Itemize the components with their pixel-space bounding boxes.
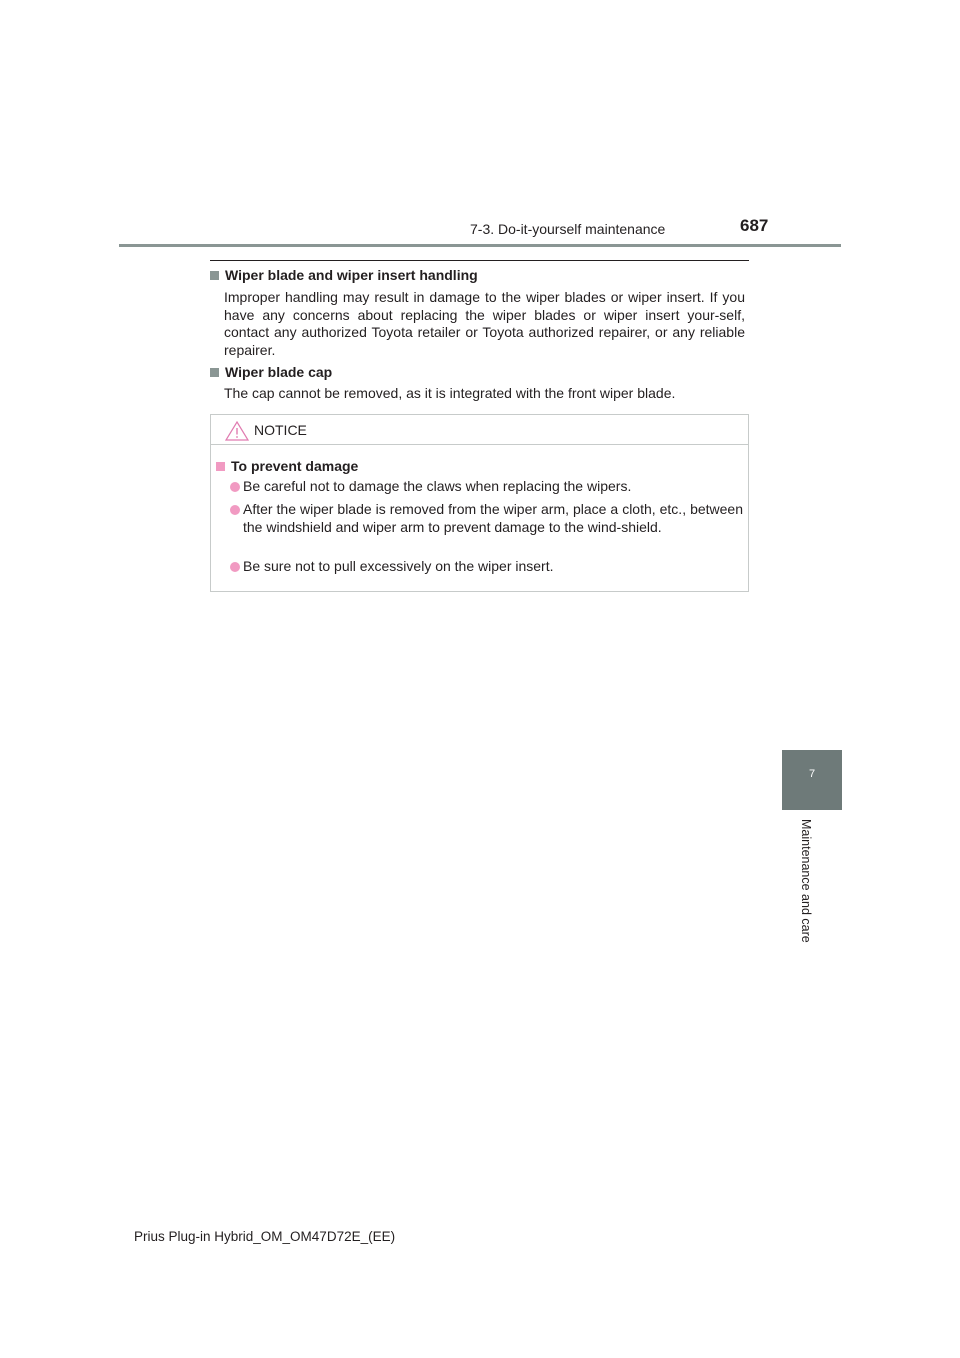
notice-heading [216, 458, 358, 474]
square-bullet-icon [210, 368, 219, 377]
section-heading-text: Wiper blade and wiper insert handling [225, 267, 478, 283]
notice-box [210, 414, 749, 592]
section-heading-wiper-cap [210, 364, 332, 380]
notice-item-text: Be careful not to damage the claws when replacing the wipers. [243, 478, 632, 494]
notice-item [230, 558, 743, 576]
footer-document-id: Prius Plug-in Hybrid_OM_OM47D72E_(EE) [134, 1229, 396, 1244]
header-section-title: 7-3. Do-it-yourself maintenance [470, 221, 666, 237]
notice-item-text: After the wiper blade is removed from the wiper arm, place a cloth, etc., between the windshield and wiper arm to prevent damage to the wind-shield. [243, 501, 743, 535]
notice-item [230, 501, 743, 536]
notice-heading-text: To prevent damage [231, 458, 359, 474]
section-body-wiper-cap: The cap cannot be removed, as it is integrated with the front wiper blade. [224, 385, 676, 401]
content-rule [210, 260, 749, 261]
notice-item-text: Be sure not to pull excessively on the wiper insert. [243, 558, 554, 574]
section-heading-text: Wiper blade cap [225, 364, 333, 380]
section-body-wiper-handling: Improper handling may result in damage to the wiper blades or wiper insert. If you have any concerns about replacing the wiper blades or wiper insert your-self, contact any authorized Toyota retailer or Toyota authorized repairer, or any reliable repairer. [224, 289, 745, 358]
square-bullet-icon [216, 462, 225, 471]
warning-triangle-icon [225, 421, 249, 441]
square-bullet-icon [210, 271, 219, 280]
dot-bullet-icon [230, 482, 240, 492]
section-heading-wiper-handling [210, 267, 478, 283]
header-rule [119, 244, 841, 247]
page-number: 687 [740, 216, 769, 235]
dot-bullet-icon [230, 505, 240, 515]
notice-header [211, 415, 748, 445]
chapter-tab-label: Maintenance and care [799, 819, 813, 943]
chapter-number: 7 [808, 768, 816, 780]
chapter-tab [782, 750, 842, 810]
notice-item [230, 478, 743, 496]
notice-label: NOTICE [254, 422, 307, 438]
dot-bullet-icon [230, 562, 240, 572]
